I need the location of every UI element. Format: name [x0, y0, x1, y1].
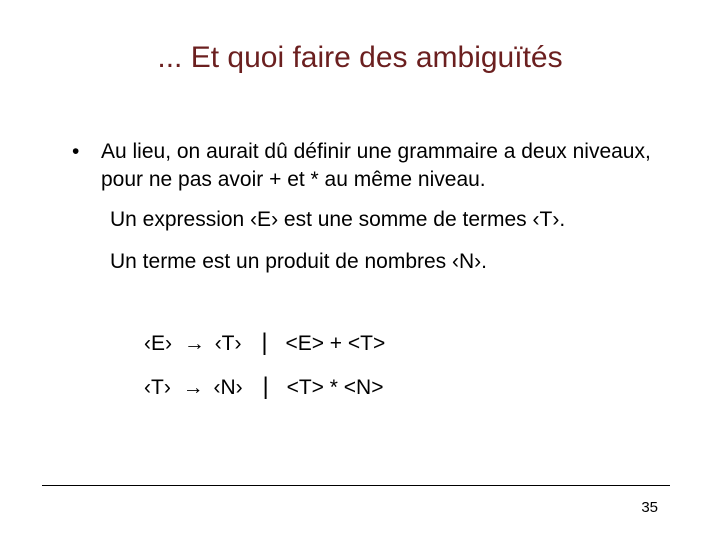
- rule-separator: |: [262, 373, 269, 400]
- footer-divider: [42, 485, 670, 486]
- rule-rhs-first: ‹N›: [213, 376, 243, 399]
- rule-rhs-first: ‹T›: [214, 332, 242, 355]
- page-number: 35: [641, 499, 658, 516]
- arrow-icon: →: [182, 376, 204, 399]
- bullet-icon: •: [72, 140, 80, 163]
- rule-rhs-second: <E> + <T>: [285, 332, 386, 355]
- rule-separator: |: [261, 329, 268, 356]
- rule-lhs: ‹T›: [144, 376, 171, 399]
- grammar-rule-expression: [144, 329, 385, 358]
- arrow-icon: →: [183, 332, 205, 355]
- paragraph-expression: Un expression ‹E› est une somme de termes ‹T›.: [110, 208, 566, 231]
- slide-title: ... Et quoi faire des ambiguïtés: [157, 41, 563, 74]
- bullet-text: Au lieu, on aurait dû définir une grammaire a deux niveaux, pour ne pas avoir + et * au même niveau.: [101, 140, 651, 191]
- grammar-rule-term: [144, 373, 383, 402]
- rule-lhs: ‹E›: [144, 332, 172, 355]
- rule-rhs-second: <T> * <N>: [286, 376, 384, 399]
- paragraph-term: Un terme est un produit de nombres ‹N›.: [110, 250, 487, 273]
